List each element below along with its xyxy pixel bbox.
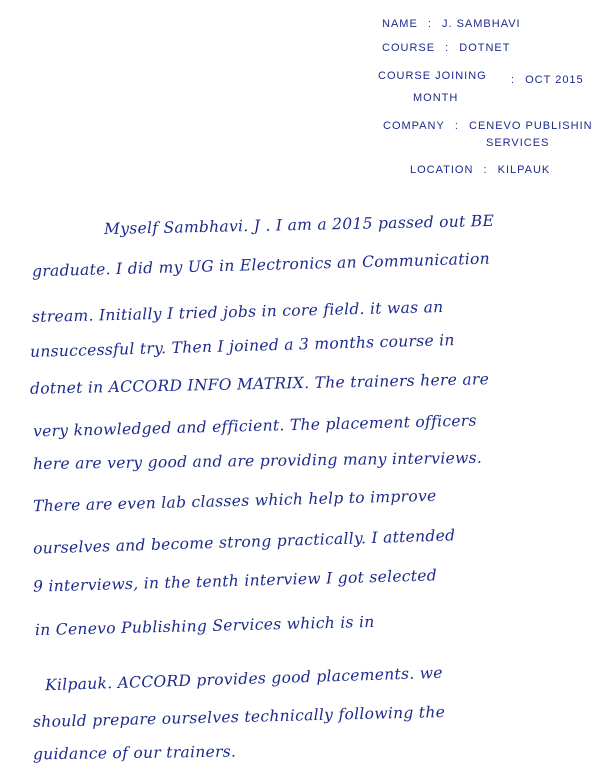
body-line: stream. Initially I tried jobs in core field. it was an xyxy=(31,297,444,327)
body-line: unsuccessful try. Then I joined a 3 months course in xyxy=(29,331,455,361)
body-line: There are even lab classes which help to improve xyxy=(32,486,437,516)
joining-field-value xyxy=(505,74,584,86)
company-colon: : xyxy=(454,120,459,132)
company-value: CENEVO PUBLISHIN xyxy=(469,120,593,132)
body-line: should prepare ourselves technically following the xyxy=(32,702,446,732)
body-line: very knowledged and efficient. The placement officers xyxy=(32,411,477,441)
body-line: graduate. I did my UG in Electronics an Communication xyxy=(31,249,491,281)
course-label: COURSE xyxy=(382,42,436,54)
joining-label: COURSE JOINING xyxy=(378,70,487,82)
joining-colon: : xyxy=(511,74,516,86)
location-colon: : xyxy=(483,164,488,176)
location-label: LOCATION xyxy=(410,164,474,176)
course-field xyxy=(382,42,510,54)
name-value: J. SAMBHAVI xyxy=(441,18,521,30)
body-line: in Cenevo Publishing Services which is in xyxy=(34,612,375,640)
name-label: NAME xyxy=(382,18,418,30)
body-line: dotnet in ACCORD INFO MATRIX. The trainers here are xyxy=(29,370,490,398)
company-field xyxy=(383,120,593,132)
location-field xyxy=(410,164,550,176)
course-colon: : xyxy=(445,42,450,54)
name-colon: : xyxy=(427,18,432,30)
body-line: Kilpauk. ACCORD provides good placements. we xyxy=(44,663,444,695)
location-value: KILPAUK xyxy=(497,164,551,176)
name-field xyxy=(382,18,521,30)
course-value: DOTNET xyxy=(459,42,511,54)
body-line: 9 interviews, in the tenth interview I got selected xyxy=(32,566,438,596)
joining-value: OCT 2015 xyxy=(525,74,584,86)
body-line: guidance of our trainers. xyxy=(32,742,237,764)
body-line: Myself Sambhavi. J . I am a 2015 passed out BE xyxy=(103,211,495,239)
company-label: COMPANY xyxy=(383,120,445,132)
company-value-cont: SERVICES xyxy=(486,137,550,149)
body-line: ourselves and become strong practically. I attended xyxy=(32,526,456,558)
body-line: here are very good and are providing many interviews. xyxy=(32,448,483,474)
joining-label-cont: MONTH xyxy=(413,92,459,104)
